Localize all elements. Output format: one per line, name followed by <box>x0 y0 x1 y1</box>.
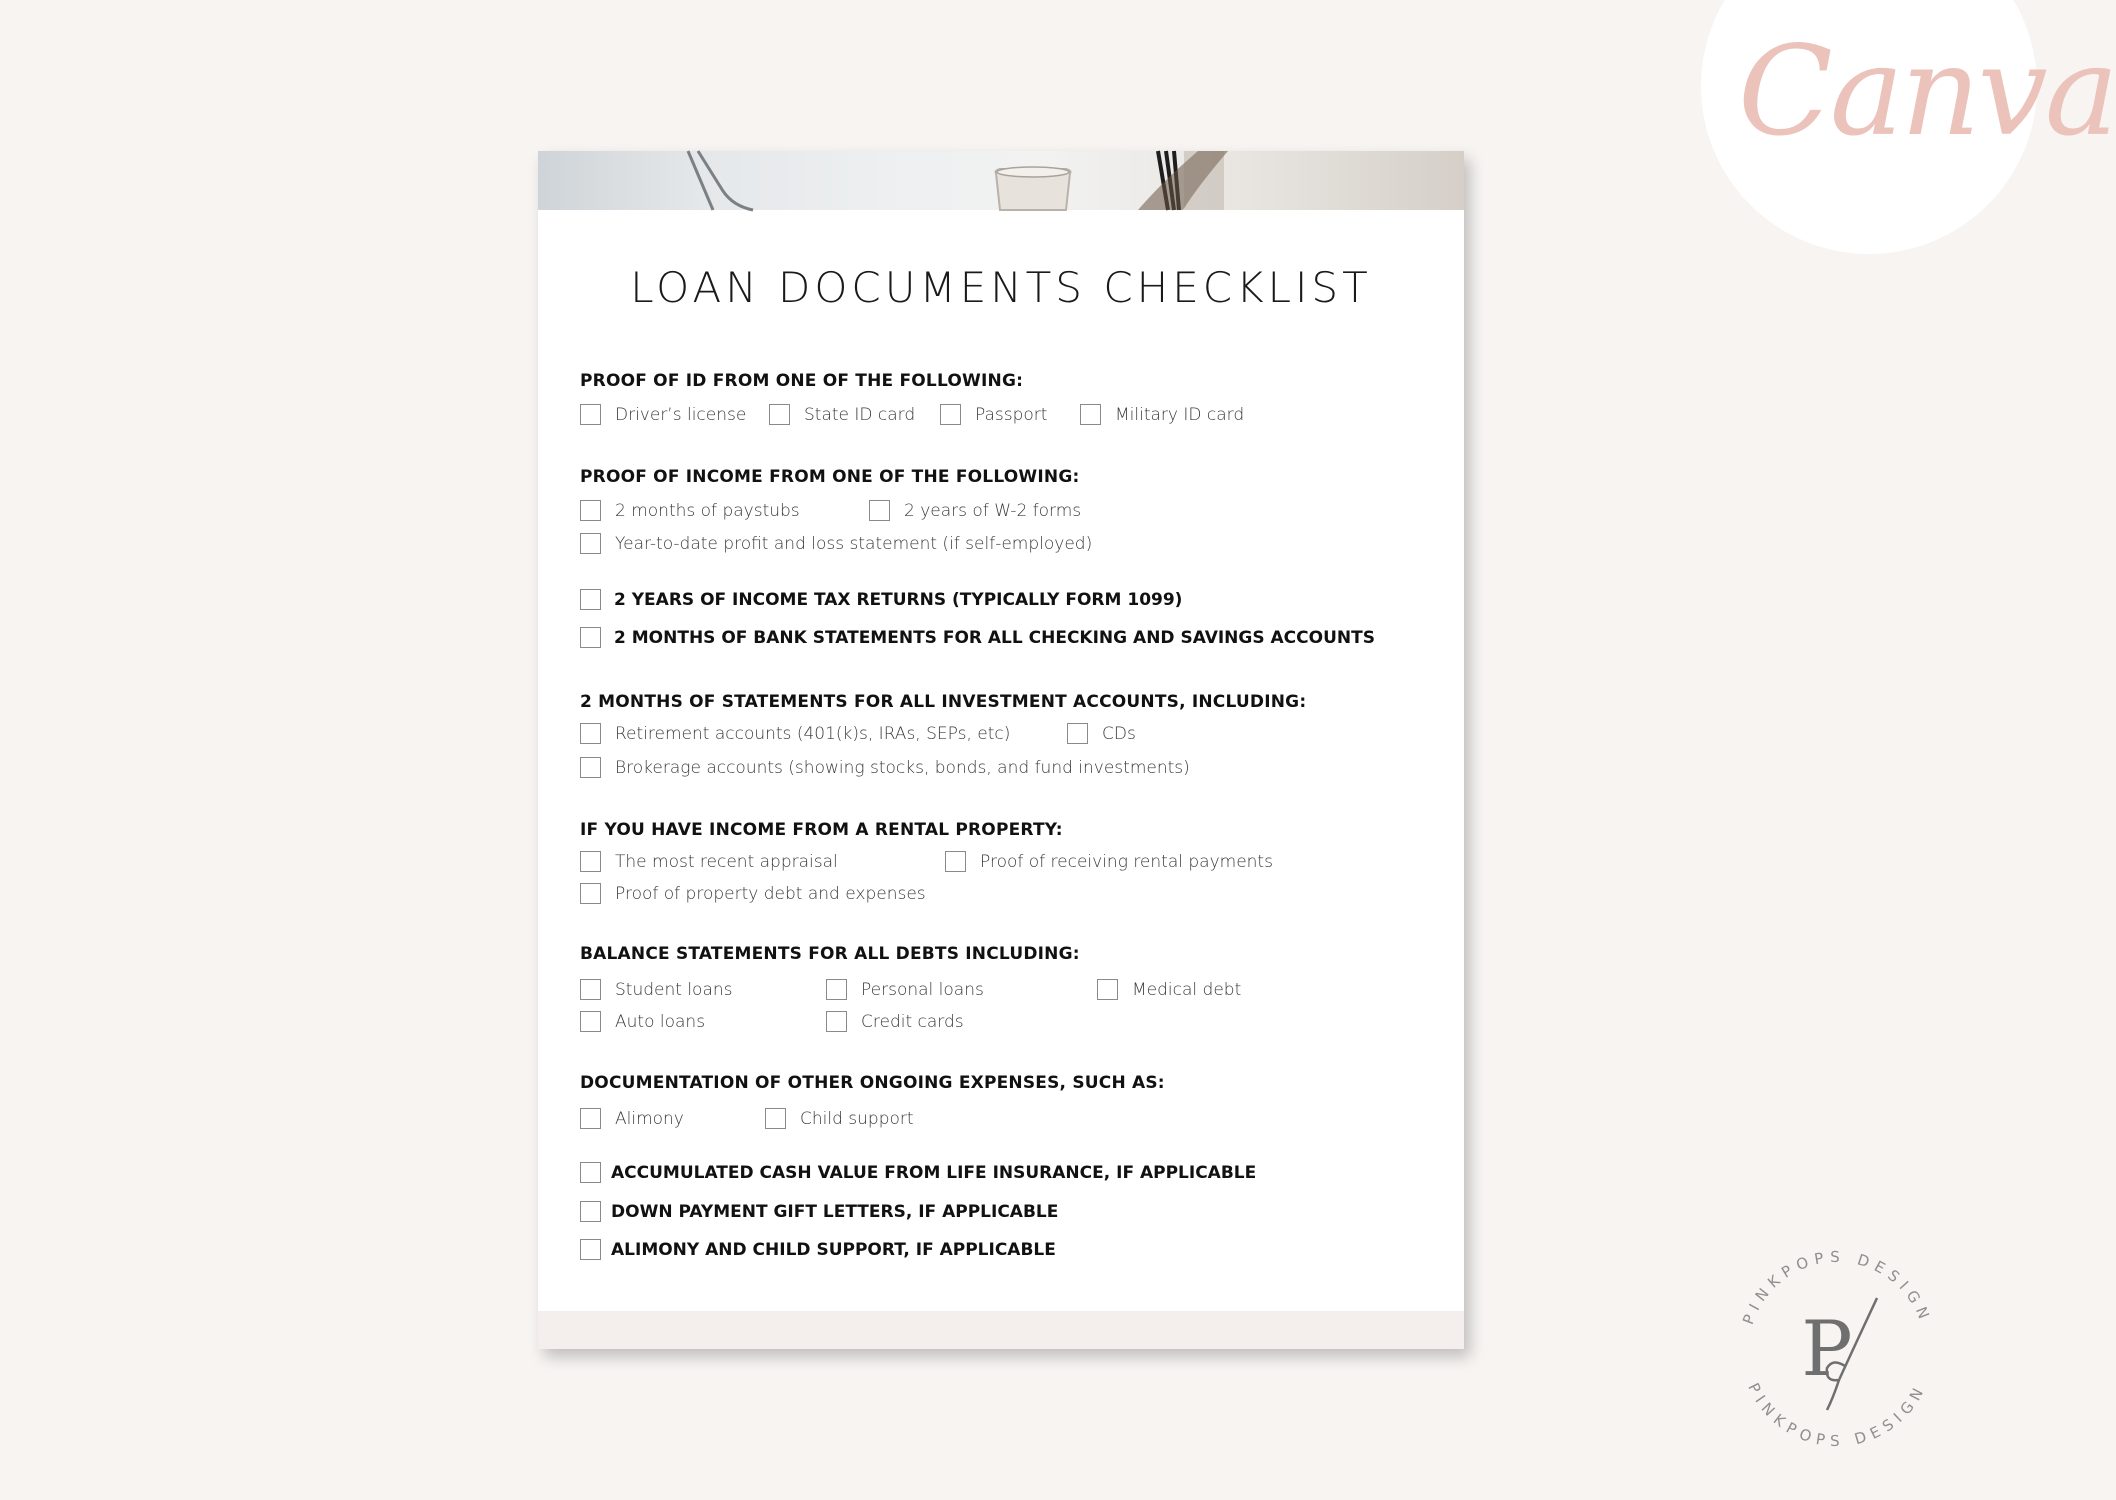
checklist-item-credit-cards[interactable] <box>826 1011 964 1032</box>
checklist-item-bank-statements[interactable] <box>580 627 1375 648</box>
checklist-item-paystubs[interactable] <box>580 500 800 521</box>
item-label: State ID card <box>804 404 916 425</box>
svg-text:PINKPOPS DESIGN: PINKPOPS DESIGN <box>1739 1247 1935 1327</box>
checklist-item-drivers-license[interactable] <box>580 404 746 425</box>
checklist-item-tax-returns[interactable] <box>580 589 1182 610</box>
header-photo <box>538 151 1464 210</box>
checkbox[interactable] <box>580 1108 601 1129</box>
checklist-item-child-support[interactable] <box>765 1108 914 1129</box>
checkbox[interactable] <box>1097 979 1118 1000</box>
checklist-item-profit-loss[interactable] <box>580 533 1092 554</box>
svg-text:P: P <box>1801 1304 1853 1393</box>
checkbox[interactable] <box>580 589 601 610</box>
checklist-item-cds[interactable] <box>1067 723 1136 744</box>
svg-text:PINKPOPS DESIGN: PINKPOPS DESIGN <box>1744 1380 1930 1451</box>
item-label: Medical debt <box>1132 979 1242 1000</box>
checkbox[interactable] <box>869 500 890 521</box>
item-label: Proof of property debt and expenses <box>615 883 926 904</box>
canva-logo: Canva <box>1738 20 2116 164</box>
item-label: Driver’s license <box>615 404 747 425</box>
item-label: The most recent appraisal <box>615 851 838 872</box>
checklist-item-life-insurance[interactable] <box>580 1162 1256 1183</box>
section-heading-rental: IF YOU HAVE INCOME FROM A RENTAL PROPERTY: <box>580 820 1063 840</box>
item-label: Personal loans <box>861 979 984 1000</box>
item-label: 2 MONTHS OF BANK STATEMENTS FOR ALL CHECKING AND SAVINGS ACCOUNTS <box>614 627 1375 648</box>
item-label: Passport <box>975 404 1048 425</box>
item-label: Child support <box>800 1108 914 1129</box>
item-label: Auto loans <box>615 1011 706 1032</box>
checkbox[interactable] <box>580 979 601 1000</box>
checklist-item-passport[interactable] <box>940 404 1047 425</box>
checklist-item-personal-loans[interactable] <box>826 979 984 1000</box>
item-label: ACCUMULATED CASH VALUE FROM LIFE INSURANCE, IF APPLICABLE <box>611 1162 1257 1183</box>
checkbox[interactable] <box>765 1108 786 1129</box>
item-label: 2 months of paystubs <box>615 500 800 521</box>
checkbox[interactable] <box>580 1239 601 1260</box>
item-label: Year-to-date profit and loss statement (if self-employed) <box>615 533 1093 554</box>
checkbox[interactable] <box>1067 723 1088 744</box>
checklist-page <box>538 151 1464 1311</box>
checklist-item-w2-forms[interactable] <box>869 500 1081 521</box>
item-label: 2 years of W-2 forms <box>904 500 1082 521</box>
item-label: ALIMONY AND CHILD SUPPORT, IF APPLICABLE <box>611 1239 1056 1260</box>
checkbox[interactable] <box>1080 404 1101 425</box>
checkbox[interactable] <box>945 851 966 872</box>
pinkpops-design-seal <box>1727 1240 1947 1460</box>
section-heading-proof-id: PROOF OF ID FROM ONE OF THE FOLLOWING: <box>580 371 1024 391</box>
checkbox[interactable] <box>940 404 961 425</box>
checklist-item-state-id[interactable] <box>769 404 915 425</box>
checkbox[interactable] <box>580 883 601 904</box>
checklist-item-gift-letters[interactable] <box>580 1201 1058 1222</box>
checkbox[interactable] <box>580 1162 601 1183</box>
checklist-item-auto-loans[interactable] <box>580 1011 705 1032</box>
header-photo-art <box>538 151 1464 210</box>
checklist-item-brokerage-accounts[interactable] <box>580 757 1190 778</box>
checkbox[interactable] <box>826 1011 847 1032</box>
checkbox[interactable] <box>769 404 790 425</box>
checklist-item-military-id[interactable] <box>1080 404 1244 425</box>
checklist-item-recent-appraisal[interactable] <box>580 851 838 872</box>
item-label: 2 YEARS OF INCOME TAX RETURNS (TYPICALLY FORM 1099) <box>614 589 1183 610</box>
checklist-item-alimony-child-support[interactable] <box>580 1239 1056 1260</box>
checklist-item-property-debt[interactable] <box>580 883 926 904</box>
checklist-item-student-loans[interactable] <box>580 979 733 1000</box>
checkbox[interactable] <box>580 627 601 648</box>
checkbox[interactable] <box>580 723 601 744</box>
item-label: Retirement accounts (401(k)s, IRAs, SEPs, etc) <box>615 723 1011 744</box>
checkbox[interactable] <box>580 851 601 872</box>
checklist-item-retirement-accounts[interactable] <box>580 723 1010 744</box>
section-heading-debts: BALANCE STATEMENTS FOR ALL DEBTS INCLUDING: <box>580 944 1080 964</box>
item-label: Brokerage accounts (showing stocks, bonds, and fund investments) <box>615 757 1190 778</box>
checklist-item-rental-payments[interactable] <box>945 851 1273 872</box>
checkbox[interactable] <box>826 979 847 1000</box>
section-heading-investments: 2 MONTHS OF STATEMENTS FOR ALL INVESTMENT ACCOUNTS, INCLUDING: <box>580 692 1307 712</box>
item-label: Alimony <box>615 1108 684 1129</box>
item-label: Proof of receiving rental payments <box>980 851 1273 872</box>
item-label: DOWN PAYMENT GIFT LETTERS, IF APPLICABLE <box>611 1201 1059 1222</box>
item-label: Military ID card <box>1115 404 1245 425</box>
checkbox[interactable] <box>580 1201 601 1222</box>
checkbox[interactable] <box>580 757 601 778</box>
section-heading-other-expenses: DOCUMENTATION OF OTHER ONGOING EXPENSES, SUCH AS: <box>580 1073 1165 1093</box>
checkbox[interactable] <box>580 404 601 425</box>
checklist-item-medical-debt[interactable] <box>1097 979 1241 1000</box>
section-heading-proof-income: PROOF OF INCOME FROM ONE OF THE FOLLOWING: <box>580 467 1080 487</box>
item-label: Credit cards <box>861 1011 964 1032</box>
item-label: Student loans <box>615 979 733 1000</box>
document-title: LOAN DOCUMENTS CHECKLIST <box>630 263 1372 312</box>
checkbox[interactable] <box>580 533 601 554</box>
checklist-item-alimony[interactable] <box>580 1108 684 1129</box>
checkbox[interactable] <box>580 500 601 521</box>
item-label: CDs <box>1102 723 1136 744</box>
checkbox[interactable] <box>580 1011 601 1032</box>
